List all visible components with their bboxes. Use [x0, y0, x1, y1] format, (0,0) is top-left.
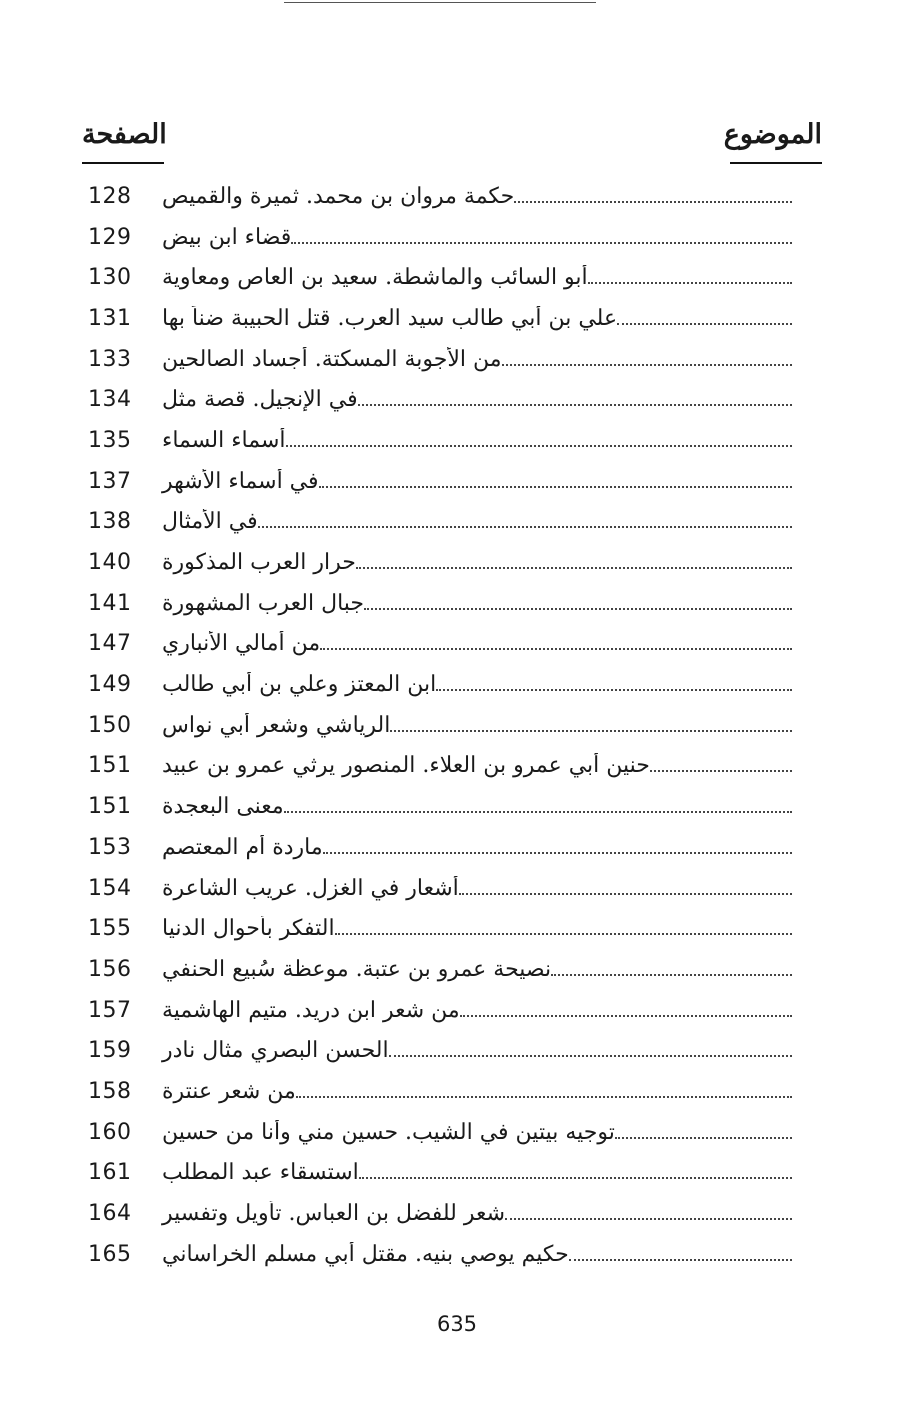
toc-entry — [154, 347, 792, 372]
toc-row — [88, 868, 792, 909]
page-number: 635 — [436, 1312, 478, 1336]
dot-leader — [286, 445, 792, 447]
dot-leader — [291, 242, 792, 244]
toc-row — [88, 298, 792, 339]
toc-entry-title: معنى البعجدة — [162, 794, 284, 820]
toc-entry — [154, 713, 792, 738]
toc-page-number: 151 — [88, 753, 132, 779]
toc-entry-title: في أسماء الأشهر — [162, 468, 319, 494]
toc-row — [88, 1234, 792, 1275]
toc-entry-title: أشعار في الغزل. عريب الشاعرة — [162, 875, 459, 901]
toc-row — [88, 339, 792, 380]
toc-entry — [154, 387, 792, 412]
dot-leader — [460, 1015, 792, 1017]
dot-leader — [358, 404, 792, 406]
toc-entry-title: في الإنجيل. قصة مثل — [162, 387, 358, 413]
toc-entry — [154, 1120, 792, 1145]
table-of-contents — [88, 176, 792, 1275]
toc-page-number: 150 — [88, 712, 132, 738]
toc-entry — [154, 1079, 792, 1104]
dot-leader — [615, 1137, 792, 1139]
toc-row — [88, 461, 792, 502]
toc-entry — [154, 876, 792, 901]
page-heading-underline — [82, 162, 164, 164]
toc-page-number: 153 — [88, 834, 132, 860]
dot-leader — [359, 1177, 792, 1179]
toc-entry — [154, 916, 792, 941]
toc-entry — [154, 265, 792, 290]
toc-entry — [154, 469, 792, 494]
toc-entry-title: من شعر ابن دريد. متيم الهاشمية — [162, 997, 460, 1023]
toc-page-number: 134 — [88, 387, 132, 413]
toc-row — [88, 176, 792, 217]
toc-entry-title: أسماء السماء — [162, 427, 286, 453]
toc-entry-title: من أمالي الأنباري — [162, 631, 321, 657]
dot-leader — [514, 201, 792, 203]
toc-page-number: 154 — [88, 875, 132, 901]
toc-entry-title: قضاء ابن بيض — [162, 224, 292, 250]
toc-row — [88, 1030, 792, 1071]
dot-leader — [296, 1096, 792, 1098]
toc-page-number: 151 — [88, 794, 132, 820]
toc-entry — [154, 753, 792, 778]
toc-row — [88, 624, 792, 665]
toc-entry — [154, 672, 792, 697]
toc-entry — [154, 998, 792, 1023]
toc-entry — [154, 1038, 792, 1063]
dot-leader — [617, 323, 792, 325]
toc-row — [88, 990, 792, 1031]
toc-entry — [154, 306, 792, 331]
dot-leader — [284, 811, 792, 813]
page-column-heading: الصفحة — [82, 119, 167, 150]
toc-page-number: 129 — [88, 224, 132, 250]
toc-row — [88, 705, 792, 746]
toc-row — [88, 379, 792, 420]
toc-entry-title: حكمة مروان بن محمد. ثميرة والقميص — [162, 183, 515, 209]
toc-page-number: 157 — [88, 997, 132, 1023]
toc-row — [88, 1071, 792, 1112]
toc-entry — [154, 1201, 792, 1226]
toc-row — [88, 786, 792, 827]
toc-entry — [154, 509, 792, 534]
toc-entry-title: التفكر بأحوال الدنيا — [162, 916, 335, 942]
toc-entry — [154, 550, 792, 575]
toc-row — [88, 908, 792, 949]
toc-entry-title: الحسن البصري مثال نادر — [162, 1038, 389, 1064]
toc-entry — [154, 835, 792, 860]
toc-entry-title: ماردة أم المعتصم — [162, 834, 323, 860]
toc-row — [88, 1112, 792, 1153]
toc-entry — [154, 184, 792, 209]
toc-page-number: 149 — [88, 672, 132, 698]
toc-entry — [154, 1160, 792, 1185]
toc-entry — [154, 591, 792, 616]
toc-row — [88, 217, 792, 258]
toc-row — [88, 827, 792, 868]
toc-page-number: 133 — [88, 346, 132, 372]
dot-leader — [389, 1055, 792, 1057]
toc-entry-title: ابن المعتز وعلي بن أبي طالب — [162, 672, 437, 698]
toc-page-number: 135 — [88, 427, 132, 453]
toc-row — [88, 949, 792, 990]
dot-leader — [335, 933, 792, 935]
toc-row — [88, 583, 792, 624]
topic-heading-underline — [730, 162, 822, 164]
dot-leader — [502, 364, 792, 366]
toc-row — [88, 1153, 792, 1194]
toc-entry-title: حكيم يوصي بنيه. مقتل أبي مسلم الخراساني — [162, 1241, 569, 1267]
topic-column-heading: الموضوع — [723, 119, 822, 150]
toc-entry-title: أبو السائب والماشطة. سعيد بن العاص ومعاوية — [162, 265, 588, 291]
toc-row — [88, 257, 792, 298]
toc-entry-title: توجيه بيتين في الشيب. حسين مني وأنا من حسين — [162, 1119, 615, 1145]
toc-entry-title: من الأجوبة المسكتة. أجساد الصالحين — [162, 346, 502, 372]
toc-entry — [154, 631, 792, 656]
toc-page-number: 165 — [88, 1241, 132, 1267]
toc-page-number: 158 — [88, 1078, 132, 1104]
toc-entry — [154, 428, 792, 453]
toc-page-number: 156 — [88, 956, 132, 982]
dot-leader — [356, 567, 792, 569]
dot-leader — [459, 893, 792, 895]
dot-leader — [569, 1259, 792, 1261]
toc-header — [82, 118, 822, 166]
toc-entry-title: حنين أبي عمرو بن العلاء. المنصور يرثي عمرو بن عبيد — [162, 753, 650, 779]
toc-row — [88, 420, 792, 461]
dot-leader — [323, 852, 792, 854]
dot-leader — [551, 974, 792, 976]
toc-entry-title: نصيحة عمرو بن عتبة. موعظة سُبيع الحنفي — [162, 956, 552, 982]
toc-entry-title: شعر للفضل بن العباس. تأويل وتفسير — [162, 1201, 506, 1227]
toc-entry-title: جبال العرب المشهورة — [162, 590, 365, 616]
toc-page-number: 159 — [88, 1038, 132, 1064]
toc-page-number: 147 — [88, 631, 132, 657]
toc-entry — [154, 225, 792, 250]
toc-page-number: 141 — [88, 590, 132, 616]
dot-leader — [319, 486, 792, 488]
toc-entry-title: حرار العرب المذكورة — [162, 550, 356, 576]
dot-leader — [436, 689, 792, 691]
toc-row — [88, 542, 792, 583]
dot-leader — [320, 648, 792, 650]
toc-entry-title: في الأمثال — [162, 509, 258, 535]
toc-entry — [154, 794, 792, 819]
toc-page-number: 131 — [88, 305, 132, 331]
toc-row — [88, 664, 792, 705]
toc-page-number: 128 — [88, 183, 132, 209]
toc-entry — [154, 957, 792, 982]
dot-leader — [364, 608, 792, 610]
toc-page-number: 137 — [88, 468, 132, 494]
toc-entry — [154, 1242, 792, 1267]
toc-page-number: 155 — [88, 916, 132, 942]
toc-row — [88, 1193, 792, 1234]
toc-row — [88, 502, 792, 543]
dot-leader — [588, 282, 792, 284]
toc-page-number: 160 — [88, 1119, 132, 1145]
toc-row — [88, 746, 792, 787]
toc-entry-title: علي بن أبي طالب سيد العرب. قتل الحبيبة ضناً بها — [162, 305, 618, 331]
toc-page-number: 161 — [88, 1160, 132, 1186]
dot-leader — [650, 770, 792, 772]
top-rule — [284, 2, 596, 3]
toc-page-number: 140 — [88, 550, 132, 576]
toc-page-number: 130 — [88, 265, 132, 291]
toc-page-number: 138 — [88, 509, 132, 535]
toc-page-number: 164 — [88, 1201, 132, 1227]
toc-entry-title: الرياشي وشعر أبي نواس — [162, 712, 391, 738]
toc-entry-title: من شعر عنترة — [162, 1078, 296, 1104]
toc-entry-title: استسقاء عبد المطلب — [162, 1160, 359, 1186]
dot-leader — [505, 1218, 792, 1220]
dot-leader — [390, 730, 792, 732]
dot-leader — [258, 526, 792, 528]
